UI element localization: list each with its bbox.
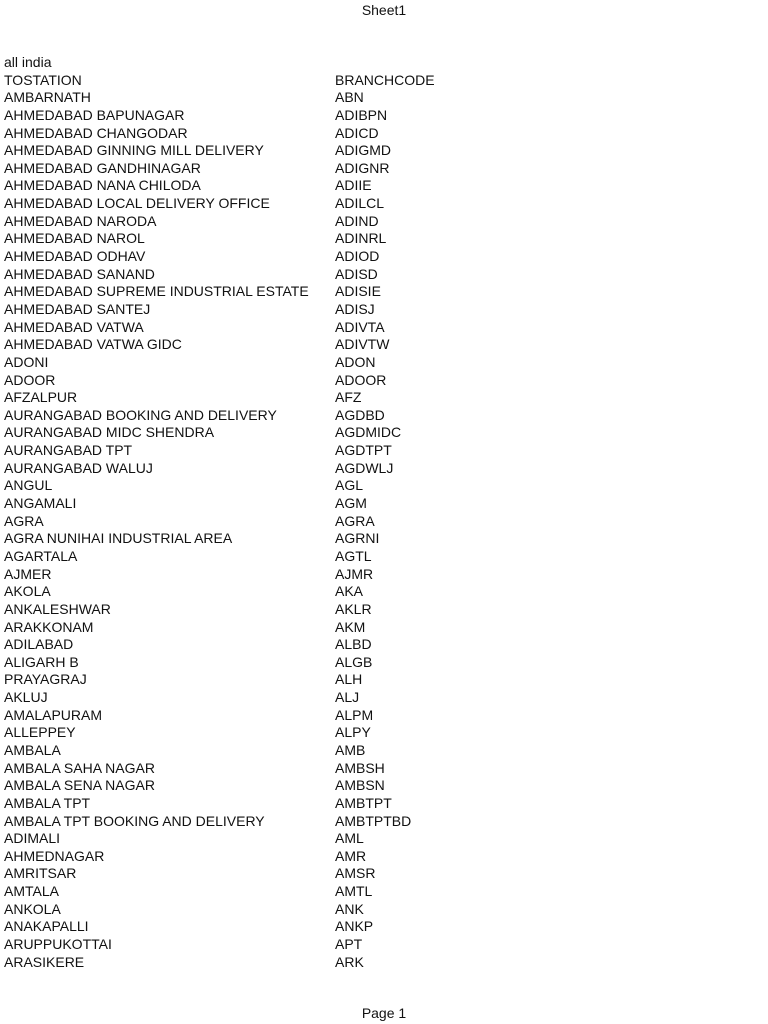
branch-code-cell: ADISD: [335, 265, 378, 282]
station-name-cell: AURANGABAD WALUJ: [4, 459, 153, 476]
branch-code-cell: ALPY: [335, 724, 371, 741]
branch-code-cell: AKM: [335, 618, 366, 635]
station-name-cell: AHMEDABAD GANDHINAGAR: [4, 159, 201, 176]
station-name-cell: ANAKAPALLI: [4, 918, 89, 935]
branch-code-cell: ADON: [335, 353, 376, 370]
branch-code-cell: AML: [335, 830, 364, 847]
station-name-cell: AKOLA: [4, 583, 51, 600]
station-name-cell: AHMEDABAD CHANGODAR: [4, 124, 188, 141]
station-name-cell: AHMEDABAD NANA CHILODA: [4, 177, 201, 194]
station-name-cell: AHMEDABAD NARODA: [4, 212, 157, 229]
branch-code-cell: ADIVTA: [335, 318, 385, 335]
branch-code-cell: AMBTPT: [335, 794, 392, 811]
branch-code-cell: ADIGNR: [335, 159, 390, 176]
station-name-cell: AMTALA: [4, 883, 59, 900]
station-name-cell: AFZALPUR: [4, 389, 78, 406]
table-row: [4, 283, 624, 301]
table-row: [4, 177, 624, 195]
branch-code-cell: ANKP: [335, 918, 374, 935]
table-body: [4, 89, 624, 971]
branch-code-cell: ALH: [335, 671, 363, 688]
branch-code-cell: ALPM: [335, 706, 374, 723]
branch-code-cell: AMR: [335, 847, 367, 864]
table-row: [4, 319, 624, 337]
table-row: [4, 830, 624, 848]
branch-code-cell: ADIOD: [335, 248, 380, 265]
table-row: [4, 372, 624, 390]
station-name-cell: ANKOLA: [4, 900, 61, 917]
table-row: [4, 230, 624, 248]
branch-code-cell: ADIND: [335, 212, 379, 229]
station-name-cell: AGRA: [4, 512, 44, 529]
station-name-cell: AMBALA: [4, 741, 61, 758]
branch-code-cell: AMBSH: [335, 759, 385, 776]
station-name-cell: AMALAPURAM: [4, 706, 103, 723]
station-name-cell: AHMEDNAGAR: [4, 847, 105, 864]
station-name-cell: AMBALA TPT BOOKING AND DELIVERY: [4, 812, 265, 829]
branch-code-cell: AMBSN: [335, 777, 385, 794]
table-row: [4, 107, 624, 125]
station-name-cell: AMRITSAR: [4, 865, 77, 882]
station-name-cell: AMBALA SENA NAGAR: [4, 777, 155, 794]
station-name-cell: AMBARNATH: [4, 89, 91, 106]
station-name-cell: AHMEDABAD LOCAL DELIVERY OFFICE: [4, 195, 270, 212]
branch-code-cell: ALJ: [335, 689, 360, 706]
table-row: [4, 548, 624, 566]
table-row: [4, 566, 624, 584]
table-row: [4, 513, 624, 531]
station-name-cell: AHMEDABAD SANAND: [4, 265, 155, 282]
branch-code-cell: AFZ: [335, 389, 362, 406]
column-header-branchcode: BRANCHCODE: [335, 71, 435, 88]
branch-code-cell: ADIBPN: [335, 106, 388, 123]
branch-code-cell: AKA: [335, 583, 364, 600]
station-name-cell: ANGUL: [4, 477, 53, 494]
station-name-cell: ARAKKONAM: [4, 618, 94, 635]
station-table: [4, 72, 624, 972]
station-name-cell: ANKALESHWAR: [4, 600, 111, 617]
branch-code-cell: AJMR: [335, 565, 374, 582]
station-name-cell: ADILABAD: [4, 636, 74, 653]
branch-code-cell: AGDMIDC: [335, 424, 402, 441]
branch-code-cell: ADIGMD: [335, 142, 391, 159]
branch-code-cell: ADIIE: [335, 177, 372, 194]
station-name-cell: AHMEDABAD VATWA GIDC: [4, 336, 182, 353]
column-header-tostation: TOSTATION: [4, 71, 82, 88]
table-row: [4, 901, 624, 919]
table-row: [4, 689, 624, 707]
table-row: [4, 742, 624, 760]
station-name-cell: AHMEDABAD GINNING MILL DELIVERY: [4, 142, 264, 159]
branch-code-cell: AMSR: [335, 865, 376, 882]
branch-code-cell: AGDTPT: [335, 442, 392, 459]
station-name-cell: AURANGABAD TPT: [4, 442, 133, 459]
branch-code-cell: AMTL: [335, 883, 373, 900]
table-row: [4, 530, 624, 548]
station-name-cell: AHMEDABAD BAPUNAGAR: [4, 106, 185, 123]
table-row: [4, 424, 624, 442]
branch-code-cell: ADILCL: [335, 195, 385, 212]
branch-code-cell: ALGB: [335, 653, 373, 670]
table-row: [4, 248, 624, 266]
table-row: [4, 707, 624, 725]
table-row: [4, 865, 624, 883]
station-name-cell: ALIGARH B: [4, 653, 79, 670]
table-row: [4, 760, 624, 778]
station-name-cell: ARASIKERE: [4, 953, 85, 970]
table-row: [4, 442, 624, 460]
station-name-cell: AHMEDABAD ODHAV: [4, 248, 146, 265]
branch-code-cell: AGM: [335, 495, 367, 512]
station-name-cell: PRAYAGRAJ: [4, 671, 87, 688]
table-row: [4, 354, 624, 372]
table-row: [4, 848, 624, 866]
table-row: [4, 125, 624, 143]
sheet-title: Sheet1: [361, 2, 407, 18]
station-name-cell: AMBALA SAHA NAGAR: [4, 759, 155, 776]
table-row: [4, 583, 624, 601]
branch-code-cell: ABN: [335, 89, 364, 106]
branch-code-cell: AGL: [335, 477, 364, 494]
branch-code-cell: ADICD: [335, 124, 379, 141]
station-name-cell: ANGAMALI: [4, 495, 77, 512]
station-name-cell: AJMER: [4, 565, 52, 582]
station-name-cell: AHMEDABAD SANTEJ: [4, 300, 151, 317]
station-name-cell: AURANGABAD BOOKING AND DELIVERY: [4, 406, 277, 423]
table-row: [4, 142, 624, 160]
branch-code-cell: AKLR: [335, 600, 372, 617]
branch-code-cell: ADISJ: [335, 300, 375, 317]
branch-code-cell: ADOOR: [335, 371, 387, 388]
table-row: [4, 407, 624, 425]
table-row: [4, 777, 624, 795]
table-row: [4, 301, 624, 319]
branch-code-cell: ADIVTW: [335, 336, 390, 353]
table-row: [4, 724, 624, 742]
table-row: [4, 936, 624, 954]
branch-code-cell: ADINRL: [335, 230, 387, 247]
branch-code-cell: ANK: [335, 900, 364, 917]
station-name-cell: ARUPPUKOTTAI: [4, 936, 112, 953]
branch-code-cell: ALBD: [335, 636, 372, 653]
table-row: [4, 195, 624, 213]
branch-code-cell: AMB: [335, 741, 366, 758]
table-row: [4, 160, 624, 178]
branch-code-cell: ARK: [335, 953, 364, 970]
table-row: [4, 495, 624, 513]
table-row: [4, 213, 624, 231]
branch-code-cell: ADISIE: [335, 283, 381, 300]
table-row: [4, 671, 624, 689]
branch-code-cell: AGRNI: [335, 530, 380, 547]
table-row: [4, 654, 624, 672]
branch-code-cell: AGDBD: [335, 406, 385, 423]
station-name-cell: AHMEDABAD VATWA: [4, 318, 144, 335]
station-name-cell: AURANGABAD MIDC SHENDRA: [4, 424, 215, 441]
table-row: [4, 619, 624, 637]
table-row: [4, 918, 624, 936]
station-name-cell: AGRA NUNIHAI INDUSTRIAL AREA: [4, 530, 233, 547]
table-row: [4, 477, 624, 495]
station-name-cell: AMBALA TPT: [4, 794, 91, 811]
station-name-cell: AHMEDABAD NAROL: [4, 230, 145, 247]
station-name-cell: ADIMALI: [4, 830, 61, 847]
table-row: [4, 336, 624, 354]
branch-code-cell: AMBTPTBD: [335, 812, 412, 829]
page-number: Page 1: [361, 1005, 407, 1021]
table-row: [4, 460, 624, 478]
table-row: [4, 389, 624, 407]
table-row: [4, 954, 624, 972]
station-name-cell: ADONI: [4, 353, 49, 370]
branch-code-cell: APT: [335, 936, 363, 953]
table-row: [4, 636, 624, 654]
table-row: [4, 795, 624, 813]
table-header-row: [4, 72, 624, 90]
station-name-cell: AHMEDABAD SUPREME INDUSTRIAL ESTATE: [4, 283, 309, 300]
station-name-cell: ALLEPPEY: [4, 724, 76, 741]
branch-code-cell: AGRA: [335, 512, 375, 529]
table-row: [4, 883, 624, 901]
region-label: all india: [4, 54, 52, 70]
station-name-cell: AGARTALA: [4, 547, 78, 564]
station-name-cell: ADOOR: [4, 371, 56, 388]
table-row: [4, 89, 624, 107]
table-row: [4, 813, 624, 831]
table-row: [4, 266, 624, 284]
station-name-cell: AKLUJ: [4, 689, 48, 706]
branch-code-cell: AGDWLJ: [335, 459, 394, 476]
table-row: [4, 601, 624, 619]
branch-code-cell: AGTL: [335, 547, 372, 564]
